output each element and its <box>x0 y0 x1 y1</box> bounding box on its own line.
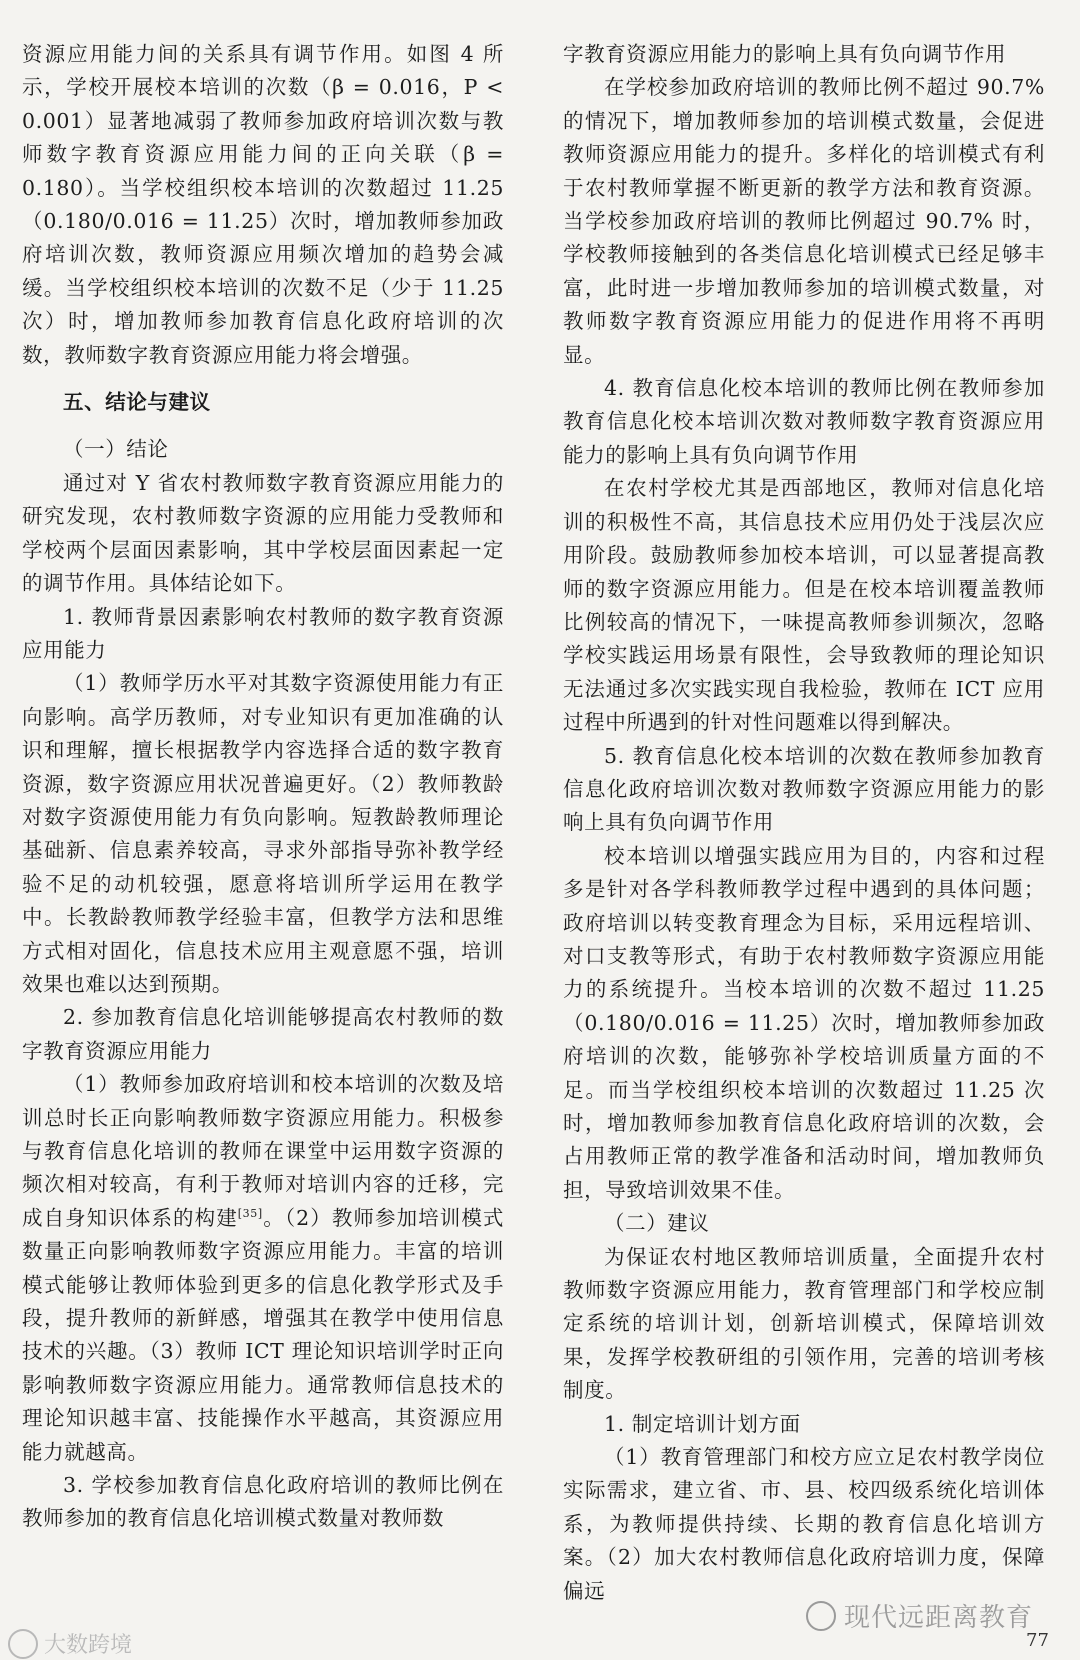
paragraph: 字教育资源应用能力的影响上具有负向调节作用 <box>563 42 1007 66</box>
paragraph: 通过对 Y 省农村教师数字教育资源应用能力的研究发现，农村教师数字资源的应用能力受教师和学校两个层面因素影响，其中学校层面因素起一定的调节作用。具体结论如下。 <box>22 470 504 596</box>
paragraph: 1. 制定培训计划方面 <box>604 1411 801 1436</box>
citation-marker: [35] <box>237 1206 263 1220</box>
left-column <box>22 38 504 1536</box>
watermark-logo-icon <box>8 1629 38 1659</box>
page-number: 77 <box>1026 1630 1049 1651</box>
paragraph: 资源应用能力间的关系具有调节作用。如图 4 所示，学校开展校本培训的次数（β = 0.016，P < 0.001）显著地减弱了教师参加政府培训次数与教师数字教育资源应用能力间的正向关联（β = 0.180）。当学校组织校本培训的次数超过 11.25（0.180/0.016 = 11.25）次时，增加教师参加政府培训次数，教师资源应用频次增加的趋势会减缓。当学校组织校本培训的次数不足（少于 11.25 次）时，增加教师参加教育信息化政府培训的次数，教师数字教育资源应用能力将会增强。 <box>22 42 504 367</box>
paragraph-text: 。（2）教师参加培训模式数量正向影响教师数字资源应用能力。丰富的培训模式能够让教师体验到更多的信息化教学形式及手段，提升教师的新鲜感，增强其在教学中使用信息技术的兴趣。（3）教师 ICT 理论知识培训学时正向影响教师数字资源应用能力。通常教师信息技术的理论知识越丰富、技能操作水平越高，其资源应用能力就越高。 <box>22 1205 504 1464</box>
paragraph-text: （1）教师参加政府培训和校本培训的次数及培训总时长正向影响教师数字资源应用能力。积极参与教育信息化培训的教师在课堂中运用数字资源的频次相对较高，有利于教师对培训内容的迁移，完成自身知识体系的构建 <box>22 1072 504 1230</box>
subsection-heading: （一）结论 <box>63 437 169 462</box>
subsection-heading: （二）建议 <box>604 1211 710 1236</box>
paragraph: 1. 教师背景因素影响农村教师的数字教育资源应用能力 <box>22 604 504 662</box>
wechat-icon <box>806 1601 836 1631</box>
watermark-right <box>806 1597 1033 1634</box>
paragraph: 4. 教育信息化校本培训的教师比例在教师参加教育信息化校本培训次数对教师数字教育资源应用能力的影响上具有负向调节作用 <box>563 376 1045 467</box>
paragraph: 在农村学校尤其是西部地区，教师对信息化培训的积极性不高，其信息技术应用仍处于浅层次应用阶段。鼓励教师参加校本培训，可以显著提高教师的数字资源应用能力。但是在校本培训覆盖教师比例较高的情况下，一味提高教师参训频次，忽略学校实践运用场景有限性，会导致教师的理论知识无法通过多次实践实现自我检验，教师在 ICT 应用过程中所遇到的针对性问题难以得到解决。 <box>563 476 1045 735</box>
paragraph: （1）教师学历水平对其数字资源使用能力有正向影响。高学历教师，对专业知识有更加准确的认识和理解，擅长根据教学内容选择合适的数字教育资源，数字资源应用状况普遍更好。（2）教师教龄对数字资源使用能力有负向影响。短教龄教师理论基础新、信息素养较高，寻求外部指导弥补教学经验不足的动机较强，愿意将培训所学运用在教学中。长教龄教师教学经验丰富，但教学方法和思维方式相对固化，信息技术应用主观意愿不强，培训效果也难以达到预期。 <box>22 671 504 996</box>
watermark-left-text: 大数跨境 <box>44 1633 133 1658</box>
paragraph: 校本培训以增强实践应用为目的，内容和过程多是针对各学科教师教学过程中遇到的具体问题；政府培训以转变教育理念为目标，采用远程培训、对口支教等形式，有助于农村教师数字资源应用能力的系统提升。当校本培训的次数不超过 11.25（0.180/0.016 = 11.25）次时，增加教师参加政府培训的次数，能够弥补学校培训质量方面的不足。而当学校组织校本培训的次数超过 11.25 次时，增加教师参加教育信息化政府培训的次数，会占用教师正常的教学准备和活动时间，增加教师负担，导致培训效果不佳。 <box>563 843 1045 1202</box>
paragraph: 3. 学校参加教育信息化政府培训的教师比例在教师参加的教育信息化培训模式数量对教师数 <box>22 1473 504 1531</box>
paragraph: （1）教育管理部门和校方应立足农村教学岗位实际需求，建立省、市、县、校四级系统化培训体系，为教师提供持续、长期的教育信息化培训方案。（2）加大农村教师信息化政府培训力度，保障偏远 <box>563 1445 1045 1603</box>
paragraph: 在学校参加政府培训的教师比例不超过 90.7% 的情况下，增加教师参加的培训模式数量，会促进教师资源应用能力的提升。多样化的培训模式有利于农村教师掌握不断更新的教学方法和教育资源。当学校参加政府培训的教师比例超过 90.7% 时，学校教师接触到的各类信息化培训模式已经足够丰富，此时进一步增加教师参加的培训模式数量，对教师数字教育资源应用能力的促进作用将不再明显。 <box>563 75 1045 367</box>
section-heading: 五、结论与建议 <box>63 390 211 415</box>
watermark-left <box>8 1628 132 1659</box>
paragraph <box>22 1068 504 1469</box>
paragraph: 5. 教育信息化校本培训的次数在教师参加教育信息化政府培训次数对教师数字资源应用能力的影响上具有负向调节作用 <box>563 743 1045 835</box>
paragraph: 为保证农村地区教师培训质量，全面提升农村教师数字资源应用能力，教育管理部门和学校应制定系统的培训计划，创新培训模式，保障培训效果，发挥学校教研组的引领作用，完善的培训考核制度。 <box>563 1244 1045 1403</box>
right-column <box>563 38 1045 1608</box>
watermark-right-text: 现代远距离教育 <box>844 1603 1034 1633</box>
paragraph: 2. 参加教育信息化培训能够提高农村教师的数字教育资源应用能力 <box>22 1005 504 1063</box>
